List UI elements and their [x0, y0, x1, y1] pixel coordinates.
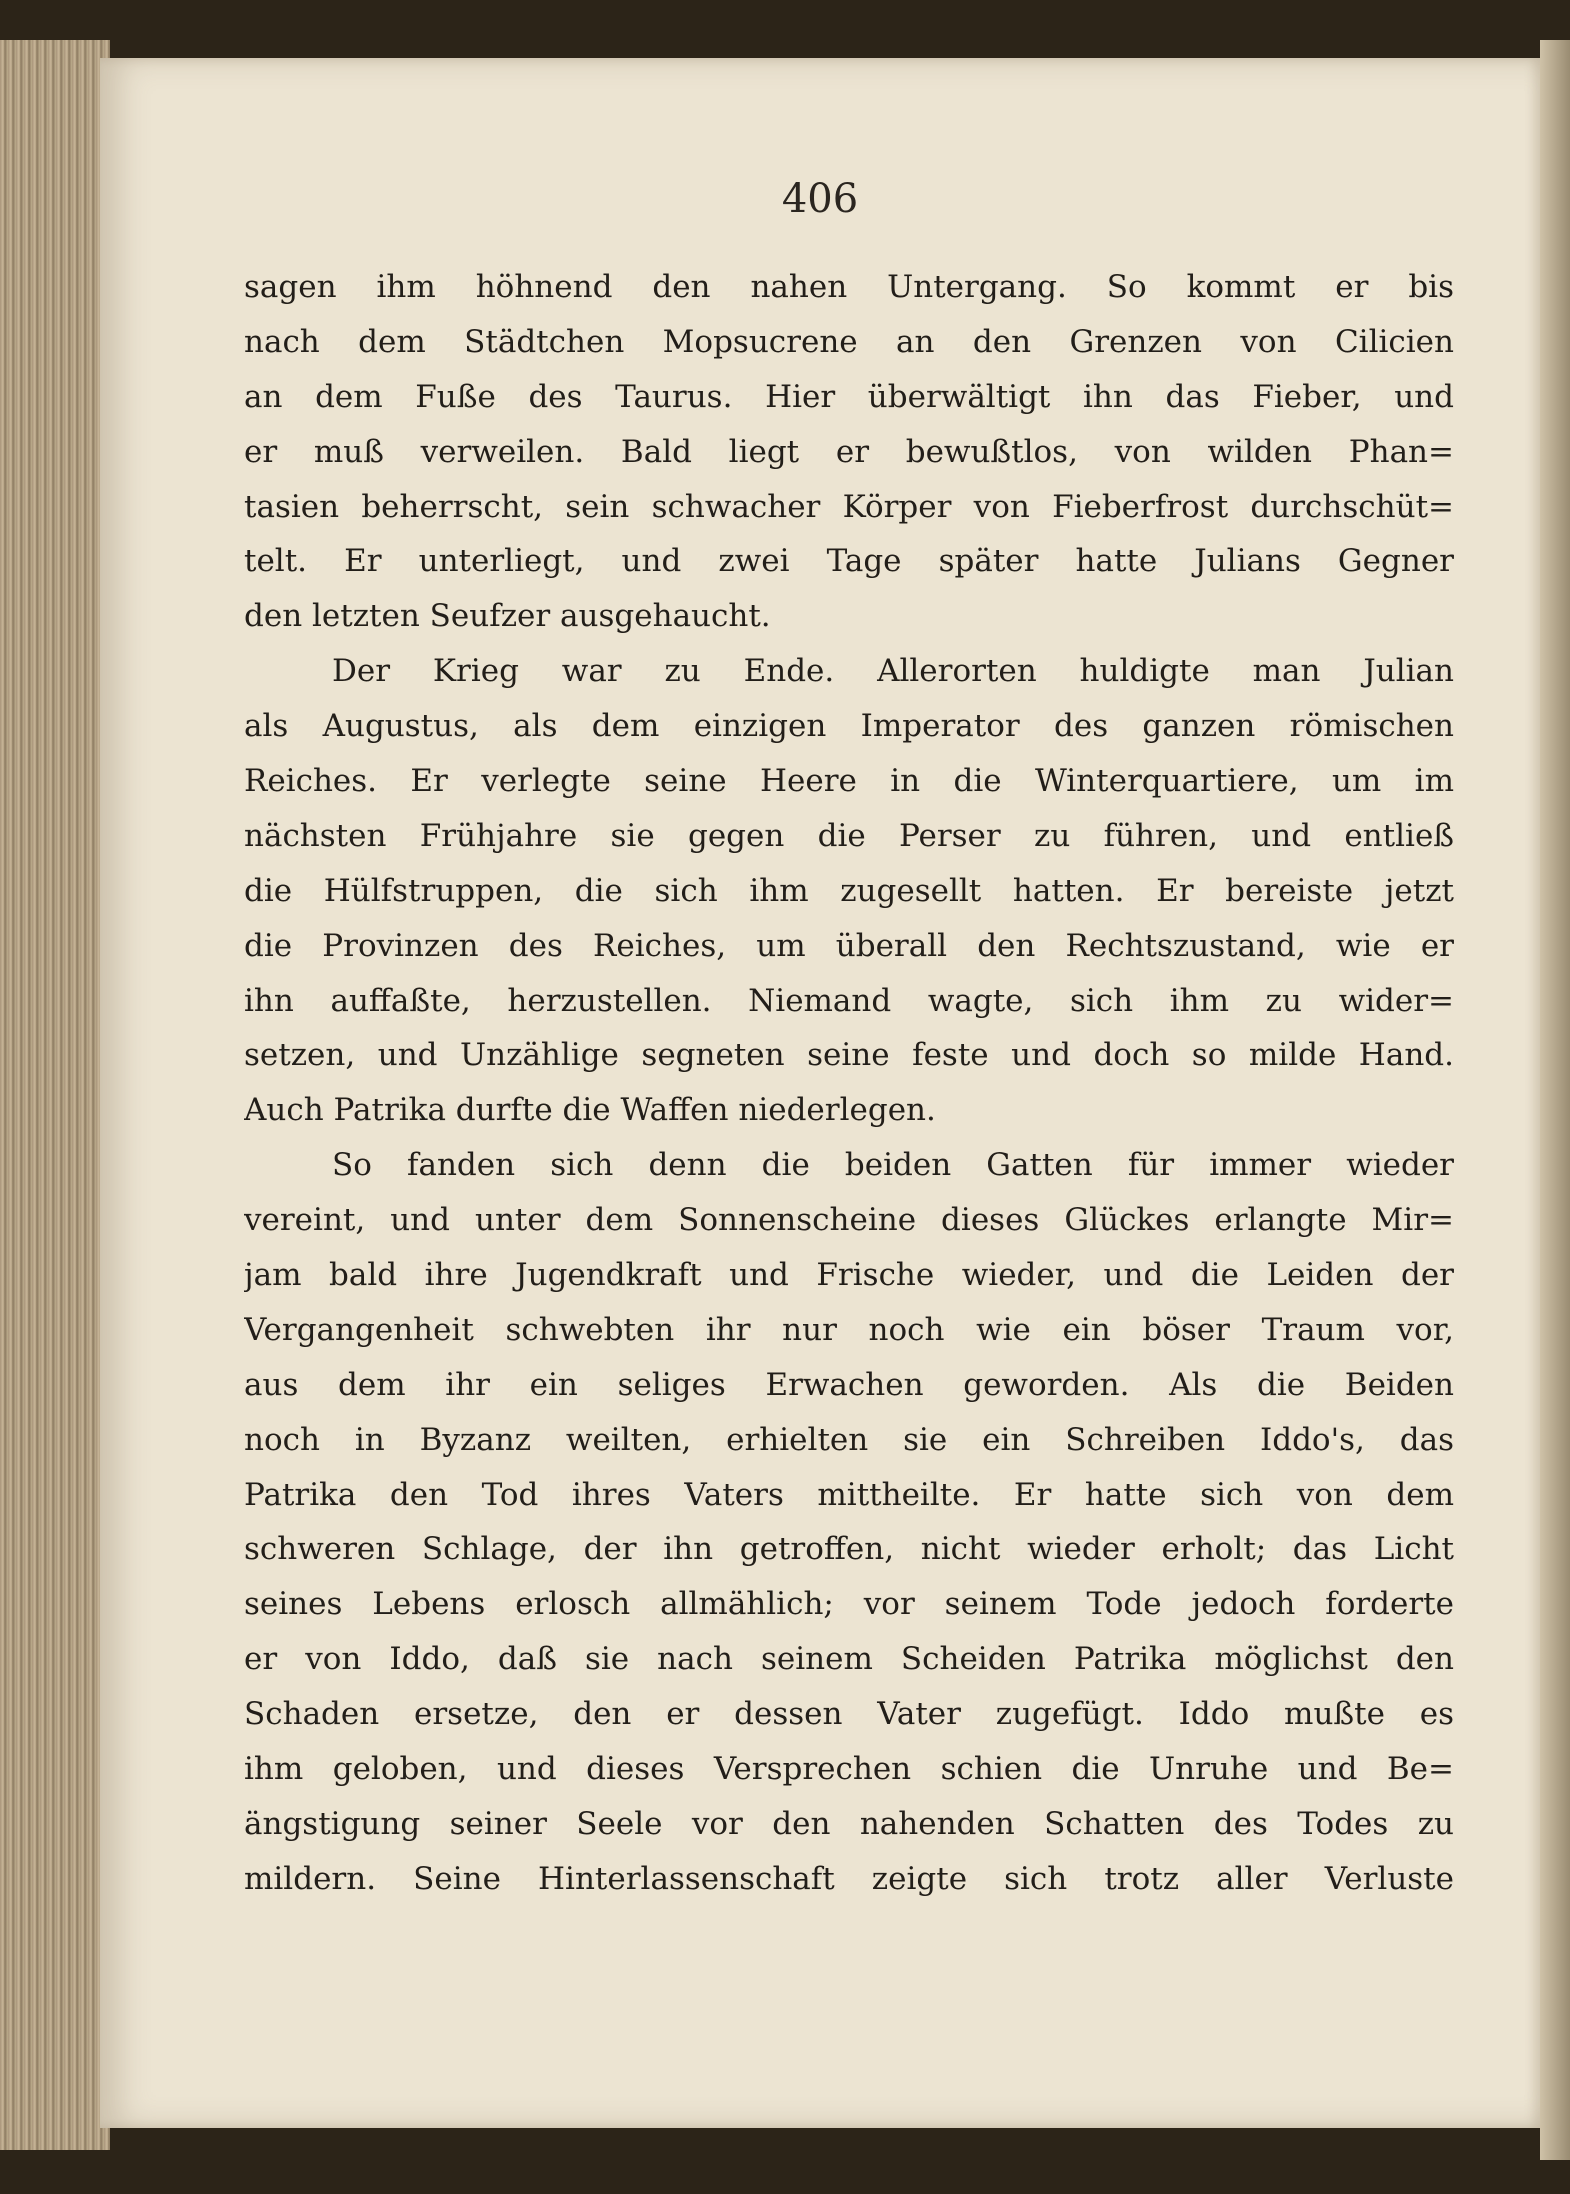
text-line: aus dem ihr ein seliges Erwachen geworden. Als die Beiden — [244, 1366, 1454, 1403]
text-line: nächsten Frühjahre sie gegen die Perser zu führen, und entließ — [244, 817, 1454, 854]
text-line: ihm geloben, und dieses Versprechen schien die Unruhe und Be= — [244, 1751, 1454, 1788]
text-line: seines Lebens erlosch allmählich; vor seinem Tode jedoch forderte — [244, 1586, 1454, 1623]
text-line: ängstigung seiner Seele vor den nahenden Schatten des Todes zu — [244, 1805, 1454, 1842]
text-line: nach dem Städtchen Mopsucrene an den Grenzen von Cilicien — [244, 323, 1454, 360]
text-line: Schaden ersetze, den er dessen Vater zugefügt. Iddo mußte es — [244, 1696, 1454, 1733]
text-line: die Hülfstruppen, die sich ihm zugesellt hatten. Er bereiste jetzt — [244, 872, 1454, 909]
text-line: vereint, und unter dem Sonnenscheine dieses Glückes erlangte Mir= — [244, 1202, 1454, 1239]
text-line: er von Iddo, daß sie nach seinem Scheiden Patrika möglichst den — [244, 1641, 1454, 1678]
text-line: schweren Schlage, der ihn getroffen, nicht wieder erholt; das Licht — [244, 1531, 1454, 1568]
text-line: Der Krieg war zu Ende. Allerorten huldigte man Julian — [332, 653, 1454, 690]
text-line: mildern. Seine Hinterlassenschaft zeigte sich trotz aller Verluste — [244, 1860, 1454, 1897]
text-line: ihn auffaßte, herzustellen. Niemand wagte, sich ihm zu wider= — [244, 982, 1454, 1019]
text-line: So fanden sich denn die beiden Gatten für immer wieder — [332, 1147, 1454, 1184]
text-line: tasien beherrscht, sein schwacher Körper von Fieberfrost durchschüt= — [244, 488, 1454, 525]
text-line: Reiches. Er verlegte seine Heere in die Winterquartiere, um im — [244, 763, 1454, 800]
text-line: Patrika den Tod ihres Vaters mittheilte. Er hatte sich von dem — [244, 1476, 1454, 1513]
text-line: als Augustus, als dem einzigen Imperator des ganzen römischen — [244, 708, 1454, 745]
book-page — [100, 58, 1540, 2128]
text-line: den letzten Seufzer ausgehaucht. — [244, 598, 771, 635]
text-line: setzen, und Unzählige segneten seine feste und doch so milde Hand. — [244, 1037, 1454, 1074]
body-text — [244, 260, 1454, 1907]
text-line: jam bald ihre Jugendkraft und Frische wieder, und die Leiden der — [244, 1257, 1454, 1294]
text-line: noch in Byzanz weilten, erhielten sie ein Schreiben Iddo's, das — [244, 1421, 1454, 1458]
text-line: Vergangenheit schwebten ihr nur noch wie ein böser Traum vor, — [244, 1311, 1454, 1348]
text-line: sagen ihm höhnend den nahen Untergang. So kommt er bis — [244, 269, 1454, 305]
book-edge-left — [0, 40, 110, 2150]
text-line: Auch Patrika durfte die Waffen niederlegen. — [244, 1092, 936, 1129]
page-number: 406 — [781, 176, 859, 222]
text-line: er muß verweilen. Bald liegt er bewußtlos, von wilden Phan= — [244, 433, 1454, 470]
text-line: an dem Fuße des Taurus. Hier überwältigt ihn das Fieber, und — [244, 378, 1454, 415]
text-line: die Provinzen des Reiches, um überall den Rechtszustand, wie er — [244, 927, 1454, 964]
book-edge-right — [1540, 40, 1570, 2160]
text-line: telt. Er unterliegt, und zwei Tage später hatte Julians Gegner — [244, 543, 1454, 580]
